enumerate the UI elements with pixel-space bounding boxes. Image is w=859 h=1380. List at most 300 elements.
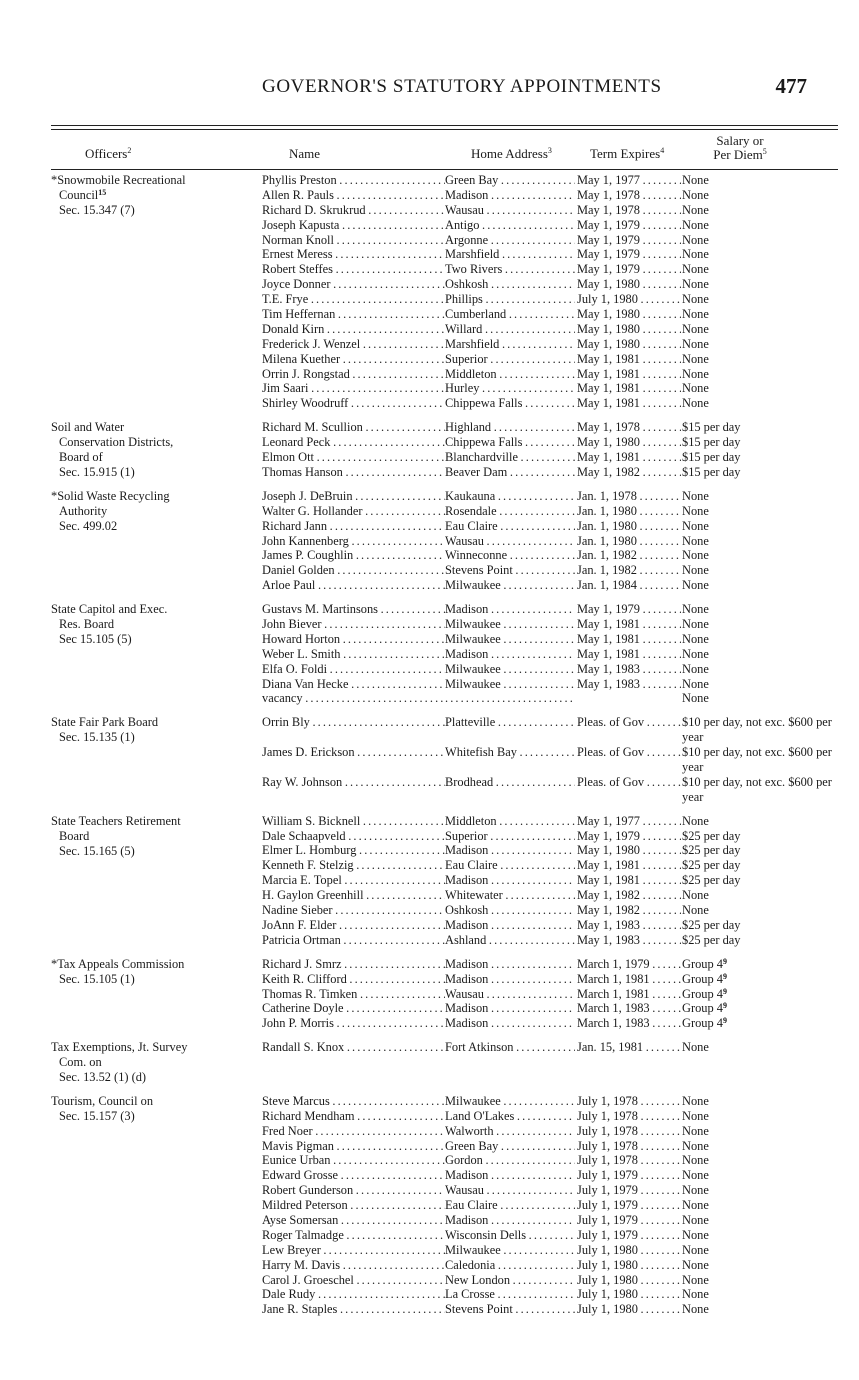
salary-per-diem: Group $4^9$ bbox=[682, 1016, 727, 1031]
term-expires: Pleas. of Gov . . . bbox=[577, 715, 681, 730]
appointee-name: Jane R. Staples . . . bbox=[262, 1302, 445, 1317]
salary-per-diem: None bbox=[682, 488, 709, 503]
term-expires: May 1, 1979 . . . bbox=[577, 829, 681, 844]
home-address: Whitewater . . . bbox=[445, 888, 575, 903]
table-row bbox=[262, 843, 859, 858]
home-address: Milwaukee . . . bbox=[445, 632, 575, 647]
appointee-name: Richard Jann . . . bbox=[262, 519, 445, 534]
appointment-section bbox=[0, 420, 859, 480]
appointee-name: Dale Rudy . . . bbox=[262, 1287, 445, 1302]
table-row bbox=[262, 1040, 859, 1055]
appointment-section bbox=[0, 715, 859, 804]
term-expires: July 1, 1980 . . . bbox=[577, 1243, 681, 1258]
home-address: Oshkosh . . . bbox=[445, 277, 575, 292]
table-row bbox=[262, 322, 859, 337]
officer-line: Soil and Water bbox=[51, 420, 125, 435]
table-row bbox=[262, 218, 859, 233]
column-header-term-expires: Term Expires$^4$ bbox=[590, 146, 665, 161]
table-row bbox=[262, 888, 859, 903]
appointee-name: Elmer L. Homburg . . . bbox=[262, 843, 445, 858]
salary-per-diem: None bbox=[682, 1153, 709, 1168]
home-address: Fort Atkinson . . . bbox=[445, 1040, 575, 1055]
officer-line: *Solid Waste Recycling bbox=[51, 488, 170, 503]
table-row bbox=[262, 489, 859, 504]
table-row bbox=[262, 450, 859, 465]
officer-line: State Teachers Retirement bbox=[51, 813, 181, 828]
term-expires: Pleas. of Gov . . . bbox=[577, 745, 681, 760]
officer-line: Sec. 15.165 (5) bbox=[59, 843, 135, 858]
header-rule bbox=[51, 169, 838, 170]
salary-per-diem: None bbox=[682, 217, 709, 232]
term-expires: May 1, 1981 . . . bbox=[577, 367, 681, 382]
term-expires: July 1, 1978 . . . bbox=[577, 1109, 681, 1124]
home-address: Wisconsin Dells . . . bbox=[445, 1228, 575, 1243]
officer-line: State Capitol and Exec. bbox=[51, 602, 168, 617]
home-address: Milwaukee . . . bbox=[445, 662, 575, 677]
appointments-table bbox=[0, 173, 859, 1373]
salary-per-diem: None bbox=[682, 187, 709, 202]
salary-per-diem: $25 per day bbox=[682, 932, 741, 947]
officer-line: Sec. 15.105 (1) bbox=[59, 971, 135, 986]
appointee-name: Randall S. Knox . . . bbox=[262, 1040, 445, 1055]
home-address: La Crosse . . . bbox=[445, 1287, 575, 1302]
term-expires: May 1, 1983 . . . bbox=[577, 933, 681, 948]
table-row bbox=[262, 247, 859, 262]
officer-line: Res. Board bbox=[59, 616, 115, 631]
appointee-name: Steve Marcus . . . bbox=[262, 1094, 445, 1109]
home-address: Madison . . . bbox=[445, 972, 575, 987]
officer-line: Sec. 15.157 (3) bbox=[59, 1108, 135, 1123]
home-address: Marshfield . . . bbox=[445, 337, 575, 352]
term-expires: May 1, 1979 . . . bbox=[577, 233, 681, 248]
appointee-name: Phyllis Preston . . . bbox=[262, 173, 445, 188]
term-expires: May 1, 1981 . . . bbox=[577, 632, 681, 647]
term-expires: May 1, 1981 . . . bbox=[577, 873, 681, 888]
term-expires: Pleas. of Gov . . . bbox=[577, 775, 681, 790]
term-expires: Jan. 1, 1980 . . . bbox=[577, 534, 681, 549]
term-expires: May 1, 1980 . . . bbox=[577, 843, 681, 858]
appointee-name: Robert Steffes . . . bbox=[262, 262, 445, 277]
salary-per-diem: $25 per day bbox=[682, 843, 741, 858]
home-address: Antigo . . . bbox=[445, 218, 575, 233]
table-row bbox=[262, 814, 859, 829]
table-row bbox=[262, 829, 859, 844]
table-row bbox=[262, 903, 859, 918]
term-expires: May 1, 1981 . . . bbox=[577, 352, 681, 367]
table-row bbox=[262, 563, 859, 578]
officer-line: Tourism, Council on bbox=[51, 1093, 154, 1108]
appointee-name: Catherine Doyle . . . bbox=[262, 1001, 445, 1016]
officer-line: *Snowmobile Recreational bbox=[51, 173, 186, 187]
appointee-name: Daniel Golden . . . bbox=[262, 563, 445, 578]
table-row bbox=[262, 1198, 859, 1213]
table-row bbox=[262, 519, 859, 534]
appointee-name: Carol J. Groeschel . . . bbox=[262, 1273, 445, 1288]
term-expires: July 1, 1980 . . . bbox=[577, 292, 681, 307]
appointee-name: James P. Coughlin . . . bbox=[262, 548, 445, 563]
appointee-name: Roger Talmadge . . . bbox=[262, 1228, 445, 1243]
column-header-home-address: Home Address$^3$ bbox=[471, 146, 552, 161]
term-expires: May 1, 1978 . . . bbox=[577, 420, 681, 435]
term-expires: May 1, 1983 . . . bbox=[577, 662, 681, 677]
appointee-name: Thomas Hanson . . . bbox=[262, 465, 445, 480]
term-expires: July 1, 1979 . . . bbox=[577, 1228, 681, 1243]
officer-line: Conservation Districts, bbox=[59, 435, 174, 450]
salary-per-diem: $15 per day bbox=[682, 435, 741, 450]
footnote-marker: 9 bbox=[722, 1016, 727, 1026]
salary-per-diem: None bbox=[682, 202, 709, 217]
salary-per-diem: None bbox=[682, 247, 709, 262]
home-address: Madison . . . bbox=[445, 873, 575, 888]
term-expires: May 1, 1979 . . . bbox=[577, 218, 681, 233]
appointee-name: vacancy . . . bbox=[262, 691, 445, 706]
term-expires: May 1, 1978 . . . bbox=[577, 203, 681, 218]
appointee-name: Diana Van Hecke . . . bbox=[262, 677, 445, 692]
home-address: Rosendale . . . bbox=[445, 504, 575, 519]
salary-per-diem: None bbox=[682, 1212, 709, 1227]
home-address: Green Bay . . . bbox=[445, 1139, 575, 1154]
salary-per-diem: None bbox=[682, 336, 709, 351]
term-expires: Jan. 1, 1978 . . . bbox=[577, 489, 681, 504]
salary-per-diem: None bbox=[682, 888, 709, 903]
home-address: Madison . . . bbox=[445, 1168, 575, 1183]
appointee-name: Ray W. Johnson . . . bbox=[262, 775, 445, 790]
term-expires: July 1, 1978 . . . bbox=[577, 1139, 681, 1154]
home-address: Wausau . . . bbox=[445, 203, 575, 218]
appointee-name: John P. Morris . . . bbox=[262, 1016, 445, 1031]
term-expires: July 1, 1979 . . . bbox=[577, 1168, 681, 1183]
table-row bbox=[262, 1228, 859, 1243]
home-address: Kaukauna . . . bbox=[445, 489, 575, 504]
salary-per-diem: Group $4^9$ bbox=[682, 986, 727, 1001]
appointee-name: Joseph J. DeBruin . . . bbox=[262, 489, 445, 504]
home-address: Marshfield . . . bbox=[445, 247, 575, 262]
salary-per-diem: None bbox=[682, 277, 709, 292]
salary-per-diem: None bbox=[682, 396, 709, 411]
home-address: Madison . . . bbox=[445, 843, 575, 858]
salary-per-diem: None bbox=[682, 631, 709, 646]
appointee-name: Orrin Bly . . . bbox=[262, 715, 445, 730]
appointee-name: T.E. Frye . . . bbox=[262, 292, 445, 307]
appointee-name: John Biever . . . bbox=[262, 617, 445, 632]
appointee-name: Ayse Somersan . . . bbox=[262, 1213, 445, 1228]
table-row bbox=[262, 352, 859, 367]
table-row bbox=[262, 1124, 859, 1139]
appointee-name: Richard Mendham . . . bbox=[262, 1109, 445, 1124]
table-row bbox=[262, 933, 859, 948]
appointment-section bbox=[0, 173, 859, 411]
table-row bbox=[262, 367, 859, 382]
appointee-name: Dale Schaapveld . . . bbox=[262, 829, 445, 844]
salary-per-diem: None bbox=[682, 503, 709, 518]
appointee-name: Walter G. Hollander . . . bbox=[262, 504, 445, 519]
appointee-name: Donald Kirn . . . bbox=[262, 322, 445, 337]
home-address: Madison . . . bbox=[445, 1001, 575, 1016]
appointee-name: Richard D. Skrukrud . . . bbox=[262, 203, 445, 218]
home-address: Blanchardville . . . bbox=[445, 450, 575, 465]
term-expires: Jan. 1, 1980 . . . bbox=[577, 504, 681, 519]
appointee-name: Eunice Urban . . . bbox=[262, 1153, 445, 1168]
officer-title bbox=[51, 814, 251, 859]
term-expires: March 1, 1983 . . . bbox=[577, 1016, 681, 1031]
home-address: Milwaukee . . . bbox=[445, 1243, 575, 1258]
term-expires: July 1, 1978 . . . bbox=[577, 1153, 681, 1168]
table-row bbox=[262, 1109, 859, 1124]
term-expires: May 1, 1982 . . . bbox=[577, 888, 681, 903]
term-expires: Jan. 1, 1984 . . . bbox=[577, 578, 681, 593]
home-address: Milwaukee . . . bbox=[445, 1094, 575, 1109]
salary-per-diem: None bbox=[682, 563, 709, 578]
term-expires: May 1, 1980 . . . bbox=[577, 277, 681, 292]
term-expires: July 1, 1979 . . . bbox=[577, 1213, 681, 1228]
term-expires: May 1, 1981 . . . bbox=[577, 450, 681, 465]
table-row bbox=[262, 1302, 859, 1317]
term-expires: July 1, 1980 . . . bbox=[577, 1273, 681, 1288]
table-row bbox=[262, 715, 859, 745]
salary-per-diem: None bbox=[682, 1040, 709, 1055]
table-row bbox=[262, 957, 859, 972]
term-expires: May 1, 1982 . . . bbox=[577, 903, 681, 918]
salary-per-diem: None bbox=[682, 1242, 709, 1257]
officer-line: Tax Exemptions, Jt. Survey bbox=[51, 1040, 188, 1055]
table-row bbox=[262, 972, 859, 987]
table-row bbox=[262, 1168, 859, 1183]
table-row bbox=[262, 1094, 859, 1109]
appointee-name: H. Gaylon Greenhill . . . bbox=[262, 888, 445, 903]
home-address: Caledonia . . . bbox=[445, 1258, 575, 1273]
salary-per-diem: None bbox=[682, 676, 709, 691]
officer-line: Sec. 15.347 (7) bbox=[59, 202, 135, 217]
home-address: Winneconne . . . bbox=[445, 548, 575, 563]
appointee-name: Ernest Meress . . . bbox=[262, 247, 445, 262]
salary-per-diem: $10 per day, not exc. $600 per year bbox=[682, 745, 832, 775]
salary-per-diem: Group $4^9$ bbox=[682, 1001, 727, 1016]
salary-per-diem: None bbox=[682, 292, 709, 307]
term-expires: July 1, 1979 . . . bbox=[577, 1198, 681, 1213]
officer-title bbox=[51, 957, 251, 987]
home-address: Highland . . . bbox=[445, 420, 575, 435]
appointee-name: Elmon Ott . . . bbox=[262, 450, 445, 465]
officer-line: Authority bbox=[59, 503, 108, 518]
home-address: Eau Claire . . . bbox=[445, 1198, 575, 1213]
salary-per-diem: None bbox=[682, 1287, 709, 1302]
officer-title bbox=[51, 1094, 251, 1124]
home-address: Superior . . . bbox=[445, 352, 575, 367]
salary-per-diem: None bbox=[682, 813, 709, 828]
table-row bbox=[262, 987, 859, 1002]
salary-per-diem: $15 per day bbox=[682, 464, 741, 479]
officer-line: Board bbox=[59, 828, 90, 843]
appointment-section bbox=[0, 814, 859, 948]
appointee-name: JoAnn F. Elder . . . bbox=[262, 918, 445, 933]
home-address: Wausau . . . bbox=[445, 534, 575, 549]
footnote-marker: 15 bbox=[98, 187, 107, 197]
home-address: Cumberland . . . bbox=[445, 307, 575, 322]
officer-line: Board of bbox=[59, 450, 103, 465]
salary-per-diem: $10 per day, not exc. $600 per year bbox=[682, 774, 832, 804]
officer-line: Council bbox=[59, 187, 99, 202]
home-address: Green Bay . . . bbox=[445, 173, 575, 188]
home-address: Argonne . . . bbox=[445, 233, 575, 248]
appointee-name: Robert Gunderson . . . bbox=[262, 1183, 445, 1198]
officer-line: Sec. 15.135 (1) bbox=[59, 730, 135, 745]
page-header bbox=[262, 76, 807, 102]
term-expires: March 1, 1983 . . . bbox=[577, 1001, 681, 1016]
salary-per-diem: None bbox=[682, 903, 709, 918]
officer-line: *Tax Appeals Commission bbox=[51, 956, 185, 971]
salary-per-diem: Group $4^9$ bbox=[682, 971, 727, 986]
home-address: Milwaukee . . . bbox=[445, 578, 575, 593]
table-row bbox=[262, 662, 859, 677]
table-row bbox=[262, 918, 859, 933]
column-header-name: Name bbox=[289, 146, 321, 161]
term-expires: Jan. 1, 1980 . . . bbox=[577, 519, 681, 534]
salary-per-diem: None bbox=[682, 262, 709, 277]
salary-per-diem: None bbox=[682, 646, 709, 661]
home-address: Middleton . . . bbox=[445, 814, 575, 829]
appointee-name: Allen R. Pauls . . . bbox=[262, 188, 445, 203]
officer-line: Com. on bbox=[59, 1055, 102, 1070]
salary-per-diem: None bbox=[682, 381, 709, 396]
term-expires: July 1, 1980 . . . bbox=[577, 1302, 681, 1317]
appointee-name: James D. Erickson . . . bbox=[262, 745, 445, 760]
home-address: Madison . . . bbox=[445, 918, 575, 933]
page-title: GOVERNOR'S STATUTORY APPOINTMENTS bbox=[262, 76, 662, 97]
term-expires: May 1, 1981 . . . bbox=[577, 858, 681, 873]
top-rule bbox=[51, 125, 838, 126]
table-row bbox=[262, 602, 859, 617]
home-address: Eau Claire . . . bbox=[445, 858, 575, 873]
term-expires: May 1, 1983 . . . bbox=[577, 677, 681, 692]
salary-per-diem: None bbox=[682, 1123, 709, 1138]
footnote-marker: 9 bbox=[722, 1001, 727, 1011]
appointee-name: Patricia Ortman . . . bbox=[262, 933, 445, 948]
salary-per-diem: None bbox=[682, 518, 709, 533]
table-row bbox=[262, 188, 859, 203]
salary-per-diem: None bbox=[682, 602, 709, 617]
salary-per-diem: $25 per day bbox=[682, 828, 741, 843]
term-expires: May 1, 1978 . . . bbox=[577, 188, 681, 203]
appointee-name: Lew Breyer . . . bbox=[262, 1243, 445, 1258]
officer-line: Sec 15.105 (5) bbox=[59, 631, 132, 646]
table-row bbox=[262, 578, 859, 593]
term-expires: May 1, 1977 . . . bbox=[577, 173, 681, 188]
table-row bbox=[262, 504, 859, 519]
appointment-section bbox=[0, 1094, 859, 1317]
salary-per-diem: $25 per day bbox=[682, 858, 741, 873]
term-expires: July 1, 1980 . . . bbox=[577, 1287, 681, 1302]
footnote-marker: 9 bbox=[722, 986, 727, 996]
table-row bbox=[262, 617, 859, 632]
salary-per-diem: Group $4^9$ bbox=[682, 956, 727, 971]
home-address: Land O'Lakes . . . bbox=[445, 1109, 575, 1124]
appointee-name: William S. Bicknell . . . bbox=[262, 814, 445, 829]
appointee-name: Weber L. Smith . . . bbox=[262, 647, 445, 662]
home-address: New London . . . bbox=[445, 1273, 575, 1288]
appointee-name: Harry M. Davis . . . bbox=[262, 1258, 445, 1273]
appointee-name: Elfa O. Foldi . . . bbox=[262, 662, 445, 677]
home-address: Wausau . . . bbox=[445, 987, 575, 1002]
term-expires: July 1, 1978 . . . bbox=[577, 1124, 681, 1139]
home-address: Wausau . . . bbox=[445, 1183, 575, 1198]
home-address: Madison . . . bbox=[445, 957, 575, 972]
term-expires: May 1, 1981 . . . bbox=[577, 396, 681, 411]
salary-per-diem: None bbox=[682, 1168, 709, 1183]
home-address: Eau Claire . . . bbox=[445, 519, 575, 534]
table-row bbox=[262, 381, 859, 396]
column-header-officers: Officers$^2$ bbox=[85, 146, 132, 161]
officer-line: Sec. 13.52 (1) (d) bbox=[59, 1069, 147, 1084]
term-expires: March 1, 1981 . . . bbox=[577, 987, 681, 1002]
appointee-name: Howard Horton . . . bbox=[262, 632, 445, 647]
home-address: Stevens Point . . . bbox=[445, 563, 575, 578]
table-row bbox=[262, 233, 859, 248]
term-expires: May 1, 1979 . . . bbox=[577, 262, 681, 277]
table-row bbox=[262, 775, 859, 805]
table-row bbox=[262, 337, 859, 352]
salary-per-diem: $10 per day, not exc. $600 per year bbox=[682, 715, 832, 745]
salary-per-diem: None bbox=[682, 1198, 709, 1213]
home-address: Phillips . . . bbox=[445, 292, 575, 307]
home-address: Willard . . . bbox=[445, 322, 575, 337]
officer-title bbox=[51, 173, 251, 218]
appointee-name: Gustavs M. Martinsons . . . bbox=[262, 602, 445, 617]
appointee-name: Shirley Woodruff . . . bbox=[262, 396, 445, 411]
table-row bbox=[262, 203, 859, 218]
officer-title bbox=[51, 1040, 251, 1085]
officer-line: State Fair Park Board bbox=[51, 715, 159, 730]
term-expires: July 1, 1980 . . . bbox=[577, 1258, 681, 1273]
appointee-name: Edward Grosse . . . bbox=[262, 1168, 445, 1183]
table-row bbox=[262, 691, 859, 706]
home-address: Chippewa Falls . . . bbox=[445, 396, 575, 411]
top-rule-double bbox=[51, 129, 838, 130]
table-row bbox=[262, 1183, 859, 1198]
term-expires: May 1, 1981 . . . bbox=[577, 381, 681, 396]
term-expires: July 1, 1978 . . . bbox=[577, 1094, 681, 1109]
appointee-name: Joyce Donner . . . bbox=[262, 277, 445, 292]
footnote-marker: 9 bbox=[722, 971, 727, 981]
salary-per-diem: None bbox=[682, 533, 709, 548]
officer-title bbox=[51, 420, 251, 480]
table-row bbox=[262, 277, 859, 292]
home-address: Madison . . . bbox=[445, 647, 575, 662]
appointee-name: Thomas R. Timken . . . bbox=[262, 987, 445, 1002]
table-row bbox=[262, 307, 859, 322]
appointee-name: Orrin J. Rongstad . . . bbox=[262, 367, 445, 382]
table-row bbox=[262, 1001, 859, 1016]
salary-per-diem: None bbox=[682, 232, 709, 247]
appointee-name: Fred Noer . . . bbox=[262, 1124, 445, 1139]
term-expires: May 1, 1980 . . . bbox=[577, 337, 681, 352]
home-address: Stevens Point . . . bbox=[445, 1302, 575, 1317]
salary-per-diem: None bbox=[682, 578, 709, 593]
officer-line: Sec. 15.915 (1) bbox=[59, 464, 135, 479]
table-row bbox=[262, 873, 859, 888]
home-address: Brodhead . . . bbox=[445, 775, 575, 790]
salary-per-diem: None bbox=[682, 661, 709, 676]
salary-per-diem: None bbox=[682, 1138, 709, 1153]
table-row bbox=[262, 396, 859, 411]
salary-per-diem: None bbox=[682, 1183, 709, 1198]
table-row bbox=[262, 1153, 859, 1168]
home-address: Superior . . . bbox=[445, 829, 575, 844]
salary-per-diem: None bbox=[682, 1302, 709, 1317]
term-expires: May 1, 1980 . . . bbox=[577, 435, 681, 450]
term-expires: May 1, 1980 . . . bbox=[577, 322, 681, 337]
appointee-name: Mildred Peterson . . . bbox=[262, 1198, 445, 1213]
salary-per-diem: None bbox=[682, 616, 709, 631]
